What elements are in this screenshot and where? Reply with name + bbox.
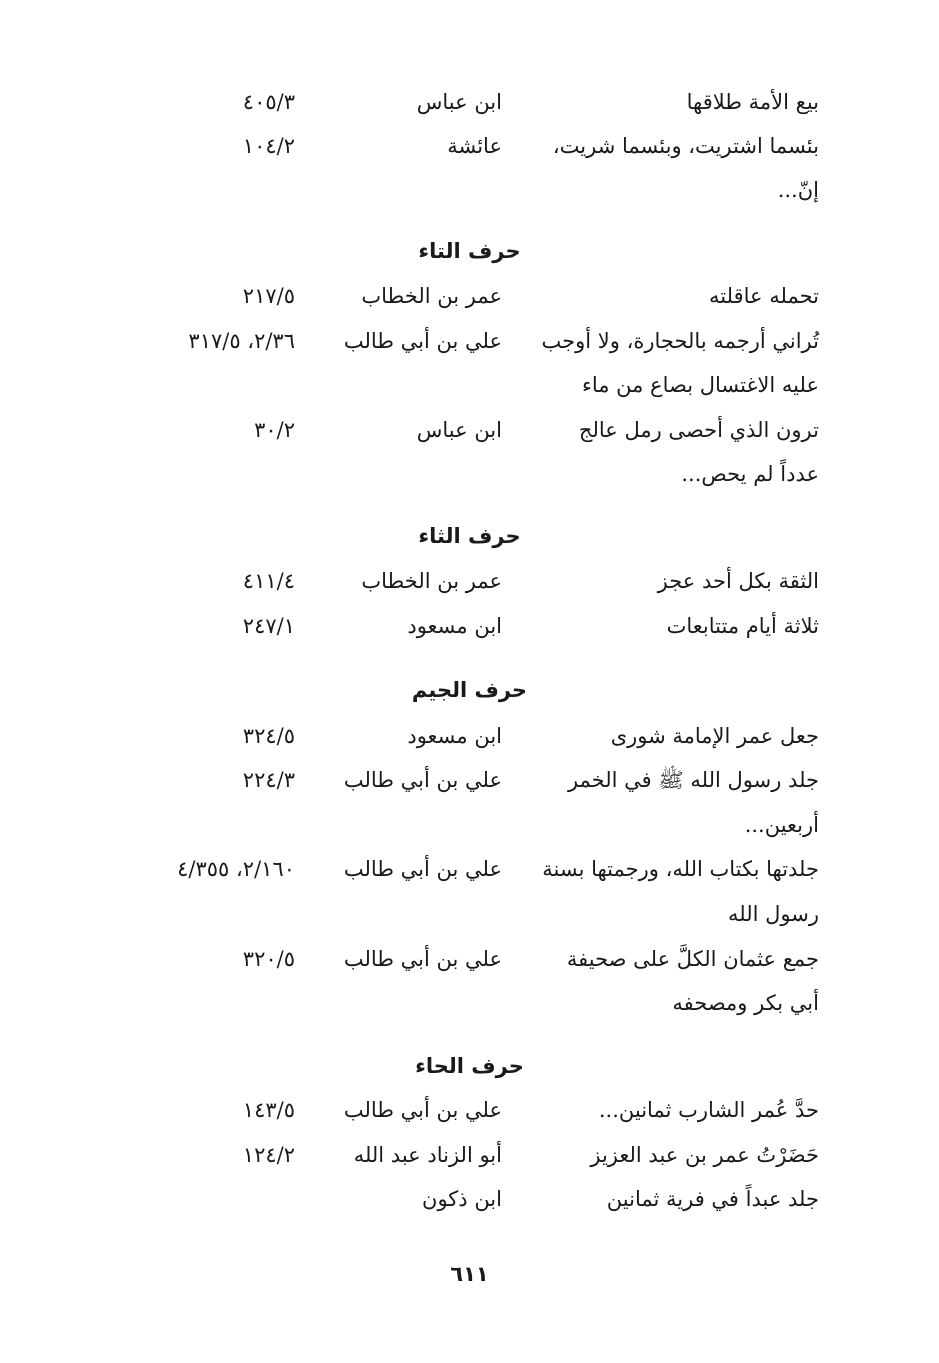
reference: ٤١١/٤ <box>242 569 295 593</box>
index-row <box>0 559 939 603</box>
index-row-continuation <box>0 803 939 847</box>
index-row <box>0 274 939 318</box>
index-row-continuation <box>0 452 939 496</box>
index-row <box>0 1177 939 1221</box>
hadith-text: بيع الأمة طلاقها <box>686 90 819 114</box>
hadith-text: إنّ... <box>777 178 819 202</box>
reference: ١٠٤/٢ <box>242 134 295 158</box>
reference: ٣٠/٢ <box>254 418 295 442</box>
hadith-text: أبي بكر ومصحفه <box>672 991 819 1015</box>
narrator: عمر بن الخطاب <box>361 284 502 308</box>
narrator: علي بن أبي طالب <box>343 947 502 971</box>
index-row <box>0 714 939 758</box>
hadith-text: تُراني أرجمه بالحجارة، ولا أوجب <box>541 329 819 353</box>
index-row-continuation <box>0 168 939 212</box>
index-row <box>0 758 939 802</box>
index-row <box>0 408 939 452</box>
reference: ٣٢٤/٥ <box>242 724 295 748</box>
index-row <box>0 937 939 981</box>
section-heading: حرف الجيم <box>411 678 528 702</box>
section-heading: حرف الحاء <box>415 1054 524 1078</box>
hadith-text: جلد عبداً في فرية ثمانين <box>606 1187 819 1211</box>
hadith-text: جعل عمر الإمامة شورى <box>610 724 819 748</box>
narrator: ابن مسعود <box>407 614 502 638</box>
index-row-continuation <box>0 363 939 407</box>
index-row <box>0 319 939 363</box>
index-row <box>0 124 939 168</box>
hadith-text: حدَّ عُمر الشارب ثمانين... <box>598 1098 819 1122</box>
index-row <box>0 847 939 891</box>
narrator: ابن ذكون <box>422 1187 502 1211</box>
hadith-text: جلدتها بكتاب الله، ورجمتها بسنة <box>542 857 819 881</box>
narrator: أبو الزناد عبد الله <box>353 1143 502 1167</box>
narrator: علي بن أبي طالب <box>343 768 502 792</box>
narrator: ابن مسعود <box>407 724 502 748</box>
reference: ٢٢٤/٣ <box>242 768 295 792</box>
index-row <box>0 1133 939 1177</box>
reference: ٢/٣٦، ٣١٧/٥ <box>188 329 295 353</box>
narrator: علي بن أبي طالب <box>343 1098 502 1122</box>
index-row-continuation <box>0 892 939 936</box>
hadith-text: جلد رسول الله ﷺ في الخمر <box>567 768 819 792</box>
narrator: علي بن أبي طالب <box>343 857 502 881</box>
hadith-text: أربعين... <box>744 813 819 837</box>
reference: ١٢٤/٢ <box>242 1143 295 1167</box>
index-row <box>0 604 939 648</box>
narrator: ابن عباس <box>416 90 502 114</box>
reference: ٤٠٥/٣ <box>242 90 295 114</box>
hadith-text: عليه الاغتسال بصاع من ماء <box>581 373 819 397</box>
narrator: عائشة <box>447 134 502 158</box>
reference: ٢/١٦٠، ٤/٣٥٥ <box>177 857 295 881</box>
hadith-text: ثلاثة أيام متتابعات <box>666 614 819 638</box>
narrator: علي بن أبي طالب <box>343 329 502 353</box>
hadith-text: عدداً لم يحص... <box>681 462 819 486</box>
index-row-continuation <box>0 981 939 1025</box>
reference: ٣٢٠/٥ <box>242 947 295 971</box>
hadith-text: الثقة بكل أحد عجز <box>657 569 819 593</box>
hadith-text: حَضَرْتُ عمر بن عبد العزيز <box>590 1143 819 1167</box>
narrator: ابن عباس <box>416 418 502 442</box>
section-heading: حرف التاء <box>418 239 521 263</box>
hadith-text: بئسما اشتريت، وبئسما شريت، <box>552 134 819 158</box>
reference: ٢٤٧/١ <box>242 614 295 638</box>
section-heading: حرف الثاء <box>418 524 521 548</box>
reference: ٢١٧/٥ <box>242 284 295 308</box>
hadith-text: جمع عثمان الكلَّ على صحيفة <box>566 947 819 971</box>
index-row <box>0 1088 939 1132</box>
hadith-text: رسول الله <box>728 902 819 926</box>
hadith-text: تحمله عاقلته <box>709 284 819 308</box>
index-row <box>0 80 939 124</box>
page-number: ٦١١ <box>450 1262 489 1286</box>
reference: ١٤٣/٥ <box>242 1098 295 1122</box>
narrator: عمر بن الخطاب <box>361 569 502 593</box>
hadith-text: ترون الذي أحصى رمل عالج <box>578 418 819 442</box>
